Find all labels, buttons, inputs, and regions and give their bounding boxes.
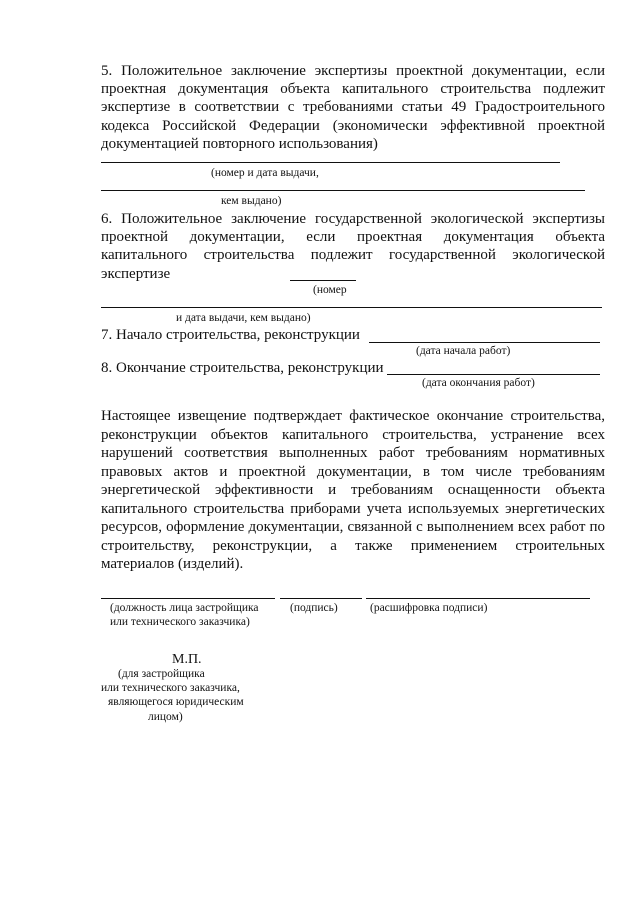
section-5-blank-2[interactable]: [101, 190, 585, 191]
stamp-note-line-2: или технического заказчика,: [101, 682, 240, 694]
section-6-caption-number: (номер: [313, 284, 347, 296]
section-6-blank-1[interactable]: [290, 280, 356, 281]
section-5-caption-issued-by: кем выдано): [221, 195, 282, 207]
signature-decoding-field[interactable]: [366, 598, 590, 599]
stamp-note-line-1: (для застройщика: [118, 668, 205, 680]
section-8-label: 8. Окончание строительства, реконструкции: [101, 360, 384, 376]
position-field[interactable]: [101, 598, 275, 599]
stamp-label: М.П.: [172, 652, 202, 667]
caption-decoding: (расшифровка подписи): [370, 602, 488, 614]
section-5-text: 5. Положительное заключение экспертизы проектной документации, если проектная документация объекта капитального строительства подлежит экспертизе в соответствии с требованиями статьи 49 Градостроительного кодекса Российской Федерации (экономически эффективной проектной документацией повторного использования): [101, 63, 605, 152]
section-7-date-field[interactable]: [369, 342, 600, 343]
section-6-text: [101, 210, 605, 283]
caption-signature: (подпись): [290, 602, 338, 614]
section-6-body: 6. Положительное заключение государственной экологической экспертизы проектной документации, если проектная документация объекта капитального строительства подлежит государственной экологической экспертизе: [101, 211, 605, 282]
section-7-label: 7. Начало строительства, реконструкции: [101, 327, 360, 343]
section-8-date-field[interactable]: [387, 374, 600, 375]
stamp-note-line-3: являющегося юридическим: [108, 696, 244, 708]
section-6-blank-2[interactable]: [101, 307, 602, 308]
section-5-blank-1[interactable]: [101, 162, 560, 163]
notice-text: Настоящее извещение подтверждает фактическое окончание строительства, реконструкции объектов капитального строительства, устранение всех нарушений соответствия выполненных работ требованиям нормативных правовых актов и проектной документации, в том числе требованиям энергетической эффективности и требованиям оснащенности объекта капитального строительства приборами учета используемых энергетических ресурсов, оформление документации, связанной с выполнением всех работ по строительству, реконструкции, а также применением строительных материалов (изделий).: [101, 408, 605, 572]
caption-position: (должность лица застройщика: [110, 602, 259, 614]
caption-position-2: или технического заказчика): [110, 616, 250, 628]
signature-field[interactable]: [280, 598, 362, 599]
section-6-caption-date-issued: и дата выдачи, кем выдано): [176, 312, 311, 324]
stamp-note-line-4: лицом): [148, 711, 183, 723]
section-8-caption: (дата окончания работ): [422, 377, 535, 389]
section-5-caption-number-date: (номер и дата выдачи,: [211, 167, 319, 179]
section-7-caption: (дата начала работ): [416, 345, 511, 357]
